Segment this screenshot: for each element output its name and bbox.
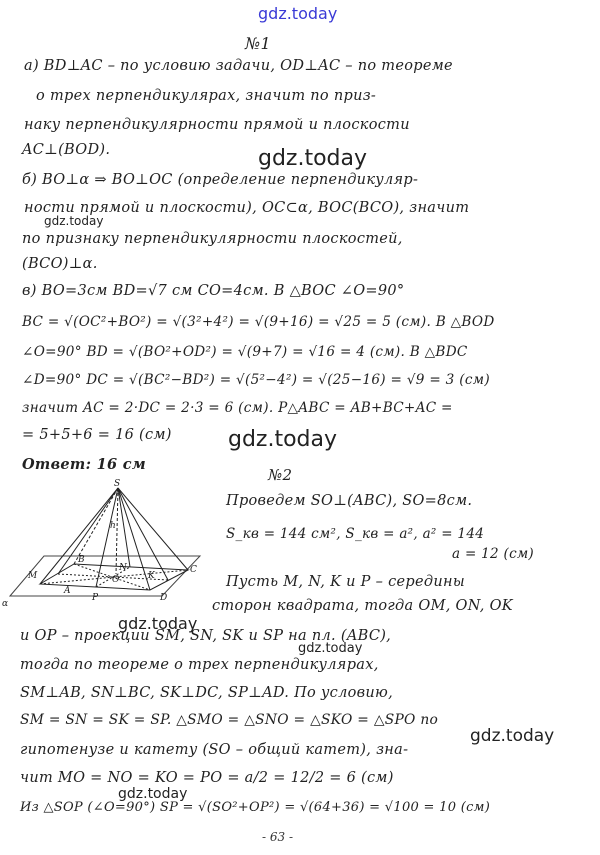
s1-line-14: = 5+5+6 = 16 (см) <box>22 427 172 443</box>
s2-line-4: Пусть M, N, K и P – середины <box>226 574 465 590</box>
label-h: h <box>110 521 116 531</box>
s1-line-8: (BCO)⊥α. <box>22 256 98 272</box>
label-s: S <box>114 479 121 489</box>
s2-line-2: S_кв = 144 см², S_кв = a², a² = 144 <box>226 526 485 542</box>
label-m: M <box>28 571 38 581</box>
s1-line-1: а) BD⊥AC – по условию задачи, OD⊥AC – по теореме <box>24 58 453 74</box>
s2-line-8: SM⊥AB, SN⊥BC, SK⊥DC, SP⊥AD. По условию, <box>20 685 394 701</box>
section1-title: №1 <box>245 34 271 53</box>
label-d: D <box>160 593 168 603</box>
watermark-4: gdz.today <box>118 614 198 633</box>
s1-line-2: о трех перпендикулярах, значит по приз- <box>36 88 377 104</box>
s1-line-3: наку перпендикулярности прямой и плоскости <box>24 117 410 133</box>
s1-line-7: по признаку перпендикулярности плоскостей, <box>22 231 403 247</box>
pyramid-figure <box>0 478 210 618</box>
watermark-6: gdz.today <box>470 726 555 746</box>
s2-line-9: SM = SN = SK = SP. △SMO = △SNO = △SKO = △SPO по <box>20 712 439 728</box>
watermark-5: gdz.today <box>298 641 363 656</box>
label-k: K <box>148 571 155 581</box>
watermark-top: gdz.today <box>258 4 338 23</box>
s2-line-7: тогда по теореме о трех перпендикулярах, <box>20 657 379 673</box>
s2-line-3: a = 12 (см) <box>452 546 534 562</box>
label-alpha: α <box>2 599 9 609</box>
label-o: O <box>112 575 120 585</box>
s2-line-5: сторон квадрата, тогда OM, ON, OK <box>212 598 513 614</box>
label-p: P <box>92 593 99 603</box>
edge-sa <box>40 488 118 584</box>
label-a: A <box>64 586 71 596</box>
height-so <box>116 488 118 574</box>
label-b: B <box>78 555 85 565</box>
s1-line-5: б) BO⊥α ⇒ BO⊥OC (определение перпендикуляр- <box>22 172 419 188</box>
s1-line-12: ∠D=90° DC = √(BC²−BD²) = √(5²−4²) = √(25−16) = √9 = 3 (см) <box>22 372 490 388</box>
watermark-2: gdz.today <box>44 214 104 228</box>
s2-line-10: гипотенузе и катету (SO – общий катет), зна- <box>20 742 409 758</box>
s1-line-13: значит AC = 2·DC = 2·3 = 6 (см). P△ABC = AB+BC+AC = <box>22 400 453 416</box>
page-number: - 63 - <box>262 830 294 844</box>
s1-answer: Ответ: 16 см <box>22 456 146 473</box>
s1-line-10: BC = √(OC²+BO²) = √(3²+4²) = √(9+16) = √25 = 5 (см). В △BOD <box>22 314 495 330</box>
watermark-3: gdz.today <box>228 427 338 452</box>
slant-sm <box>58 488 118 574</box>
label-c: C <box>190 565 197 575</box>
s2-line-11: чит MO = NO = KO = PO = a/2 = 12/2 = 6 (см) <box>20 770 394 786</box>
s1-line-9: в) BO=3см BD=√7 см CO=4см. В △BOC ∠O=90° <box>22 283 405 299</box>
s2-line-12: Из △SOP (∠O=90°) SP = √(SO²+OP²) = √(64+36) = √100 = 10 (см) <box>20 800 491 815</box>
s1-line-11: ∠O=90° BD = √(BO²+OD²) = √(9+7) = √16 = 4 (см). В △BDC <box>22 344 468 360</box>
s2-line-6: и OP – проекции SM, SN, SK и SP на пл. (ABC), <box>20 628 392 644</box>
s2-line-1: Проведем SO⊥(ABC), SO=8см. <box>226 493 473 509</box>
watermark-7: gdz.today <box>118 786 188 802</box>
slant-sp <box>96 488 118 587</box>
s1-line-6: ности прямой и плоскости), OC⊂α, BOC(BCO), значит <box>24 200 470 216</box>
section2-title: №2 <box>268 466 293 484</box>
label-n: N <box>119 563 127 573</box>
watermark-1: gdz.today <box>258 146 368 171</box>
s1-line-4: AC⊥(BOD). <box>22 142 111 158</box>
